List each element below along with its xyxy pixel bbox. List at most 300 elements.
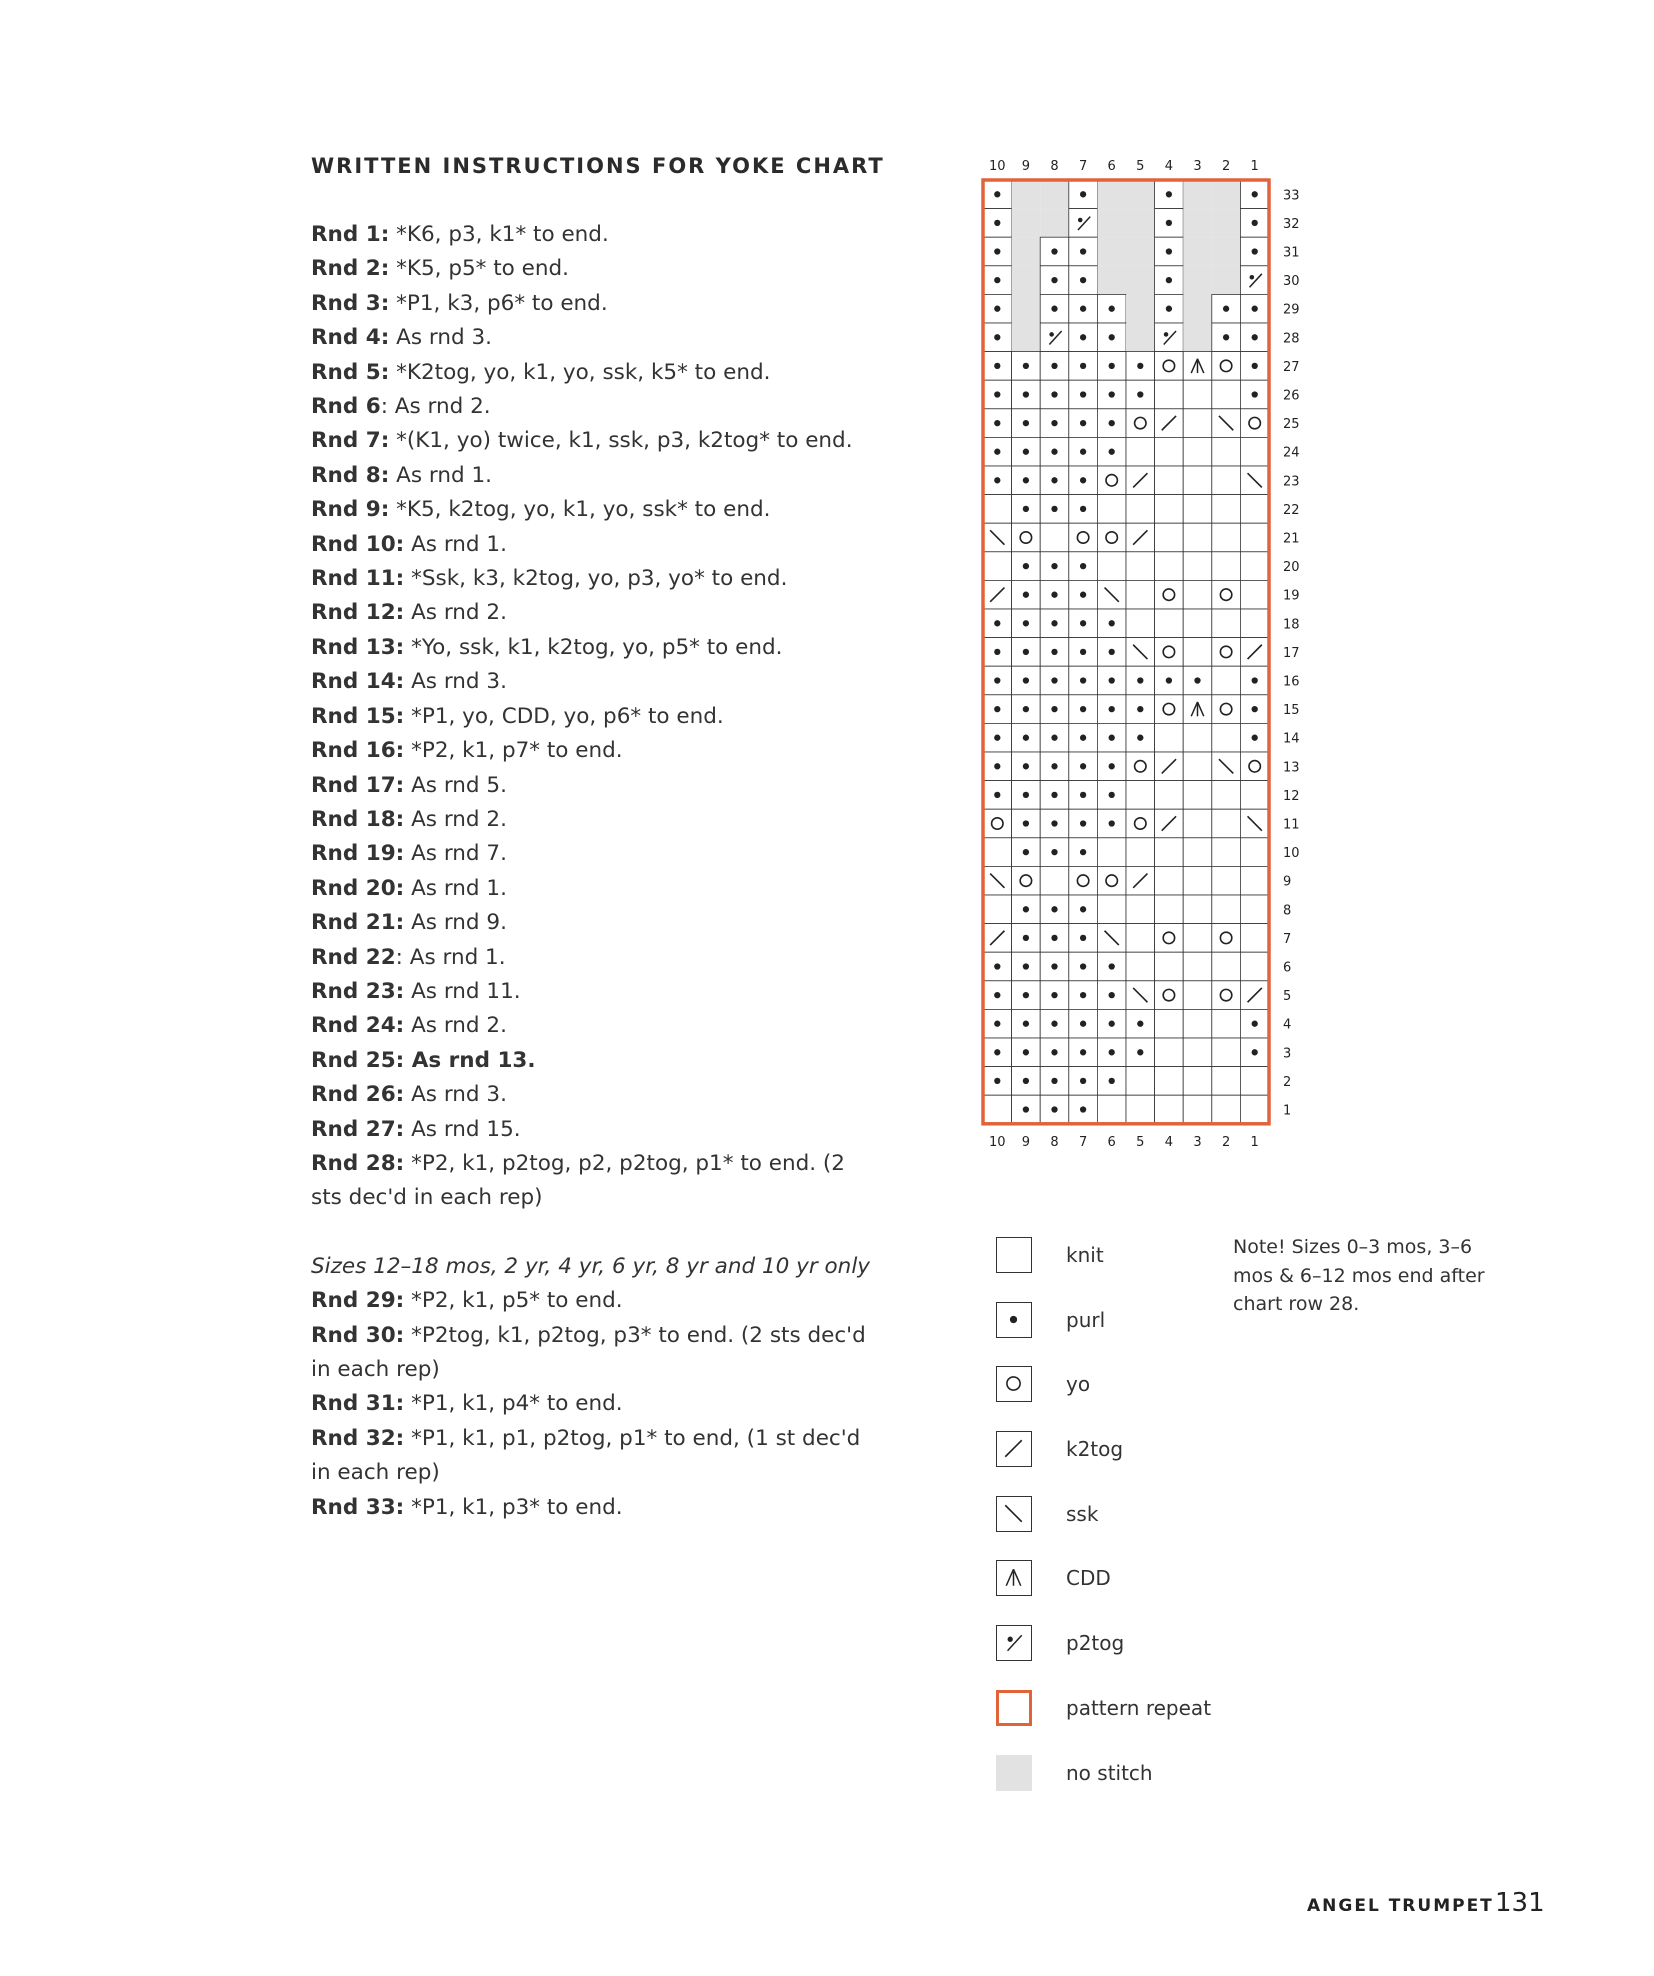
- stitch-cell: [1097, 838, 1126, 867]
- stitch-cell: [1212, 781, 1241, 810]
- purl-dot: [1051, 706, 1057, 712]
- chart-cell: [1097, 237, 1126, 266]
- purl-dot: [1080, 992, 1086, 998]
- purl-dot: [1023, 1049, 1029, 1055]
- chart-cell: [1155, 752, 1184, 781]
- purl-dot: [1051, 420, 1057, 426]
- chart-cell: [1069, 1009, 1098, 1038]
- chart-cell: [1069, 695, 1098, 724]
- chart-cell: [1155, 838, 1184, 867]
- round-label: Rnd 12:: [311, 600, 405, 626]
- round-instruction: [311, 459, 881, 493]
- chart-cell: [1240, 437, 1269, 466]
- yoke-chart-svg: [975, 148, 1305, 1148]
- chart-cell: [983, 552, 1012, 581]
- column-label: 1: [1250, 1134, 1259, 1148]
- round-instruction: [311, 1422, 881, 1491]
- chart-cell: [1212, 580, 1241, 609]
- chart-cell: [1155, 523, 1184, 552]
- purl-dot: [1023, 649, 1029, 655]
- no-stitch-cell: [1097, 209, 1126, 238]
- chart-cell: [1040, 523, 1069, 552]
- row-label: 26: [1283, 388, 1300, 404]
- round-label: Rnd 6: [311, 394, 381, 420]
- chart-cell: [1069, 209, 1098, 238]
- stitch-cell: [1126, 781, 1155, 810]
- chart-cell: [1012, 466, 1041, 495]
- purl-dot: [1023, 992, 1029, 998]
- chart-cell: [1183, 666, 1212, 695]
- chart-cell: [1183, 466, 1212, 495]
- chart-cell: [1097, 437, 1126, 466]
- column-label: 5: [1136, 1134, 1145, 1148]
- chart-cell: [1040, 838, 1069, 867]
- chart-cell: [983, 866, 1012, 895]
- stitch-cell: [1155, 352, 1184, 381]
- chart-cell: [1097, 466, 1126, 495]
- purl-dot: [1194, 677, 1200, 683]
- chart-cell: [1069, 437, 1098, 466]
- stitch-cell: [1126, 609, 1155, 638]
- chart-cell: [1155, 952, 1184, 981]
- column-label: 1: [1250, 159, 1259, 174]
- stitch-cell: [1183, 466, 1212, 495]
- round-text: As rnd 11.: [404, 978, 521, 1004]
- purl-dot: [1051, 306, 1057, 312]
- purl-dot: [1023, 477, 1029, 483]
- chart-cell: [983, 952, 1012, 981]
- chart-cell: [1097, 580, 1126, 609]
- round-text: *P1, k1, p1, p2tog, p1* to end, (1 st dec'd in each rep): [311, 1425, 861, 1486]
- round-text: *Ssk, k3, k2tog, yo, p3, yo* to end.: [404, 566, 788, 592]
- row-label: 15: [1283, 703, 1300, 719]
- chart-cell: [1097, 352, 1126, 381]
- chart-cell: [1126, 266, 1155, 295]
- chart-cell: [1212, 695, 1241, 724]
- round-instruction: [311, 1147, 881, 1216]
- round-label: Rnd 24:: [311, 1013, 405, 1039]
- chart-cell: [1040, 409, 1069, 438]
- purl-dot: [994, 763, 1000, 769]
- stitch-cell: [1240, 866, 1269, 895]
- round-instruction: [311, 528, 881, 562]
- round-label: Rnd 30:: [311, 1322, 405, 1348]
- stitch-cell: [1183, 838, 1212, 867]
- row-label: 28: [1283, 331, 1300, 347]
- row-labels: [1283, 188, 1300, 1118]
- no-stitch-cell: [1126, 266, 1155, 295]
- row-label: 3: [1283, 1046, 1292, 1062]
- chart-cell: [983, 209, 1012, 238]
- no-stitch-cell: [1212, 237, 1241, 266]
- purl-dot: [1252, 1021, 1258, 1027]
- column-label: 7: [1078, 159, 1088, 174]
- purl-dot: [1080, 1078, 1086, 1084]
- chart-cell: [1183, 1038, 1212, 1067]
- chart-cell: [1240, 895, 1269, 924]
- chart-cell: [1097, 1038, 1126, 1067]
- purl-dot: [994, 1021, 1000, 1027]
- legend-label: k2tog: [1066, 1437, 1124, 1462]
- legend-label: p2tog: [1066, 1631, 1125, 1656]
- purl-dot: [1109, 334, 1115, 340]
- chart-cell: [1183, 866, 1212, 895]
- purl-dot: [994, 963, 1000, 969]
- no-stitch-cell: [1126, 209, 1155, 238]
- stitch-cell: [1240, 952, 1269, 981]
- purl-dot: [1137, 706, 1143, 712]
- chart-cell: [1126, 209, 1155, 238]
- chart-cell: [983, 1038, 1012, 1067]
- chart-cell: [1155, 266, 1184, 295]
- chart-cell: [1012, 924, 1041, 953]
- stitch-cell: [1240, 609, 1269, 638]
- legend-label: pattern repeat: [1066, 1695, 1212, 1720]
- chart-cell: [1183, 895, 1212, 924]
- row-label: 31: [1283, 245, 1300, 261]
- chart-cell: [1212, 180, 1241, 209]
- round-text: As rnd 2.: [404, 600, 507, 626]
- chart-cell: [1240, 209, 1269, 238]
- chart-cell: [1069, 666, 1098, 695]
- no-stitch-cell: [1183, 294, 1212, 323]
- no-stitch-cell: [1012, 266, 1041, 295]
- chart-cell: [1155, 895, 1184, 924]
- chart-cell: [983, 380, 1012, 409]
- legend-symbol-icon: [997, 1367, 1030, 1400]
- round-label: Rnd 3:: [311, 290, 390, 316]
- chart-cell: [1240, 781, 1269, 810]
- round-instruction: [311, 1044, 881, 1078]
- chart-cell: [1097, 609, 1126, 638]
- purl-dot: [1051, 363, 1057, 369]
- legend-label: ssk: [1066, 1501, 1099, 1526]
- round-label: Rnd 4:: [311, 325, 390, 351]
- purl-dot: [1023, 735, 1029, 741]
- no-stitch-cell: [1097, 266, 1126, 295]
- legend-symbol-icon: [997, 1432, 1030, 1465]
- purl-dot: [1109, 1049, 1115, 1055]
- stitch-cell: [1155, 1038, 1184, 1067]
- column-label: 4: [1164, 1134, 1174, 1148]
- stitch-cell: [1155, 523, 1184, 552]
- stitch-cell: [1097, 552, 1126, 581]
- purl-dot: [1023, 506, 1029, 512]
- round-instruction: [311, 700, 881, 734]
- purl-dot: [1109, 963, 1115, 969]
- chart-cell: [1040, 180, 1069, 209]
- chart-cell: [983, 409, 1012, 438]
- chart-cell: [1240, 237, 1269, 266]
- round-instruction: [311, 941, 881, 975]
- stitch-cell: [983, 1095, 1012, 1124]
- no-stitch-cell: [1212, 209, 1241, 238]
- chart-cell: [1155, 1067, 1184, 1096]
- chart-cell: [1126, 638, 1155, 667]
- round-text: *K6, p3, k1* to end.: [389, 222, 609, 247]
- round-text: : As rnd 2.: [380, 394, 491, 420]
- purl-dot: [1023, 763, 1029, 769]
- no-stitch-cell: [1183, 237, 1212, 266]
- purl-dot: [1109, 1078, 1115, 1084]
- round-text: *K2tog, yo, k1, yo, ssk, k5* to end.: [389, 359, 771, 385]
- chart-cell: [1069, 952, 1098, 981]
- row-label: 7: [1283, 931, 1292, 947]
- stitch-cell: [1212, 580, 1241, 609]
- purl-dot: [1051, 963, 1057, 969]
- stitch-cell: [1212, 895, 1241, 924]
- purl-dot: [1023, 420, 1029, 426]
- chart-cell: [1183, 838, 1212, 867]
- stitch-cell: [1126, 495, 1155, 524]
- chart-cell: [1012, 952, 1041, 981]
- chart-cell: [1069, 638, 1098, 667]
- stitch-cell: [1183, 437, 1212, 466]
- purl-dot: [1080, 563, 1086, 569]
- purl-dot: [1109, 677, 1115, 683]
- round-label: Rnd 5:: [311, 359, 390, 385]
- k2tog-mark: [1005, 1440, 1022, 1457]
- stitch-cell: [1212, 838, 1241, 867]
- chart-cell: [1126, 552, 1155, 581]
- yo-circle: [1007, 1377, 1020, 1390]
- chart-cell: [1012, 237, 1041, 266]
- round-instruction: [311, 1009, 881, 1043]
- chart-cell: [1040, 352, 1069, 381]
- chart-cell: [1212, 352, 1241, 381]
- size-note: Note! Sizes 0–3 mos, 3–6 mos & 6–12 mos end after chart row 28.: [1233, 1236, 1485, 1315]
- purl-dot: [1080, 677, 1086, 683]
- legend-symbol-icon: [997, 1497, 1030, 1530]
- column-label: 9: [1021, 159, 1031, 174]
- purl-dot: [1080, 906, 1086, 912]
- chart-cell: [1097, 838, 1126, 867]
- round-instruction: [311, 218, 881, 252]
- stitch-cell: [1097, 1095, 1126, 1124]
- chart-cell: [1183, 695, 1212, 724]
- ssk-mark: [1005, 1505, 1022, 1522]
- purl-dot: [1109, 306, 1115, 312]
- purl-dot: [1023, 849, 1029, 855]
- legend-swatch: [996, 1237, 1032, 1273]
- column-label: 10: [989, 159, 1006, 174]
- stitch-cell: [1126, 752, 1155, 781]
- round-label: Rnd 7:: [311, 428, 390, 454]
- round-label: Rnd 26:: [311, 1082, 405, 1108]
- no-stitch-cell: [1212, 180, 1241, 209]
- chart-cell: [1040, 323, 1069, 352]
- purl-dot: [1051, 620, 1057, 626]
- purl-dot: [994, 620, 1000, 626]
- chart-cell: [1040, 609, 1069, 638]
- column-label: 10: [989, 1134, 1006, 1148]
- chart-cell: [1155, 380, 1184, 409]
- chart-cell: [1040, 1038, 1069, 1067]
- chart-cell: [1126, 895, 1155, 924]
- stitch-cell: [1155, 437, 1184, 466]
- purl-dot: [1080, 363, 1086, 369]
- chart-cell: [1012, 723, 1041, 752]
- purl-dot: [1080, 935, 1086, 941]
- chart-cell: [1212, 523, 1241, 552]
- chart-cell: [1183, 1009, 1212, 1038]
- chart-cell: [1126, 1067, 1155, 1096]
- chart-cell: [1183, 809, 1212, 838]
- stitch-cell: [1126, 437, 1155, 466]
- purl-dot: [1109, 820, 1115, 826]
- round-instruction: [311, 906, 881, 940]
- purl-dot: [994, 735, 1000, 741]
- chart-cell: [1069, 924, 1098, 953]
- row-label: 32: [1283, 216, 1300, 232]
- no-stitch-cell: [1183, 323, 1212, 352]
- stitch-cell: [1212, 1009, 1241, 1038]
- stitch-cell: [1212, 1038, 1241, 1067]
- stitch-cell: [1126, 1095, 1155, 1124]
- row-label: 25: [1283, 417, 1300, 433]
- chart-cell: [983, 323, 1012, 352]
- chart-cell: [1012, 380, 1041, 409]
- round-text: *K5, p5* to end.: [389, 256, 569, 282]
- chart-cell: [983, 638, 1012, 667]
- no-stitch-cell: [1040, 209, 1069, 238]
- chart-cell: [1212, 323, 1241, 352]
- purl-dot: [1023, 563, 1029, 569]
- chart-cell: [1126, 666, 1155, 695]
- purl-dot: [1023, 391, 1029, 397]
- round-instruction: [311, 1078, 881, 1112]
- purl-dot: [1080, 449, 1086, 455]
- purl-dot: [1023, 963, 1029, 969]
- round-instruction: [311, 1319, 881, 1388]
- chart-cell: [1040, 638, 1069, 667]
- chart-cell: [1240, 323, 1269, 352]
- chart-cell: [983, 523, 1012, 552]
- chart-cell: [1126, 695, 1155, 724]
- round-text: *P2, k1, p5* to end.: [404, 1288, 623, 1314]
- round-text: *P1, k1, p4* to end.: [404, 1391, 623, 1417]
- chart-cell: [1097, 523, 1126, 552]
- stitch-cell: [1240, 1095, 1269, 1124]
- purl-dot: [994, 649, 1000, 655]
- stitch-cell: [983, 495, 1012, 524]
- stitch-cell: [1183, 638, 1212, 667]
- no-stitch-cell: [1126, 237, 1155, 266]
- round-instruction: [311, 734, 881, 768]
- no-stitch-cell: [1012, 237, 1041, 266]
- chart-cell: [1097, 723, 1126, 752]
- chart-cell: [1012, 752, 1041, 781]
- purl-dot: [1080, 420, 1086, 426]
- round-text: As rnd 15.: [404, 1116, 521, 1142]
- purl-dot: [1109, 992, 1115, 998]
- round-instruction: [311, 803, 881, 837]
- chart-cell: [983, 752, 1012, 781]
- stitch-cell: [1183, 380, 1212, 409]
- column-label: 2: [1221, 159, 1231, 174]
- chart-cell: [1155, 1038, 1184, 1067]
- chart-cell: [1183, 981, 1212, 1010]
- chart-cell: [1069, 552, 1098, 581]
- chart-cell: [1097, 809, 1126, 838]
- purl-dot: [1023, 906, 1029, 912]
- no-stitch-cell: [1183, 266, 1212, 295]
- chart-cell: [1012, 352, 1041, 381]
- round-label: Rnd 31:: [311, 1391, 405, 1417]
- chart-cell: [1126, 323, 1155, 352]
- stitch-cell: [1155, 895, 1184, 924]
- round-label: Rnd 14:: [311, 669, 405, 695]
- stitch-cell: [1212, 380, 1241, 409]
- stitch-cell: [1126, 809, 1155, 838]
- stitch-cell: [1012, 523, 1041, 552]
- chart-cell: [1155, 1009, 1184, 1038]
- chart-cell: [1183, 352, 1212, 381]
- chart-cell: [1240, 924, 1269, 953]
- purl-dot: [1051, 1049, 1057, 1055]
- chart-cell: [1183, 1067, 1212, 1096]
- chart-cell: [1155, 209, 1184, 238]
- chart-cell: [1040, 266, 1069, 295]
- stitch-cell: [1126, 895, 1155, 924]
- column-label: 6: [1107, 1134, 1116, 1148]
- stitch-cell: [1183, 952, 1212, 981]
- legend-symbol-icon: [997, 1561, 1030, 1594]
- chart-cell: [1183, 266, 1212, 295]
- stitch-cell: [1240, 409, 1269, 438]
- chart-cell: [983, 666, 1012, 695]
- purl-dot: [1023, 1106, 1029, 1112]
- chart-cell: [1155, 437, 1184, 466]
- chart-cell: [1097, 666, 1126, 695]
- chart-cell: [1155, 180, 1184, 209]
- purl-dot: [1080, 248, 1086, 254]
- round-instruction: [311, 424, 881, 458]
- stitch-cell: [1212, 952, 1241, 981]
- purl-dot: [1137, 363, 1143, 369]
- purl-dot: [1080, 477, 1086, 483]
- chart-cell: [983, 495, 1012, 524]
- stitch-cell: [1183, 924, 1212, 953]
- row-label: 18: [1283, 617, 1300, 633]
- chart-cell: [1240, 838, 1269, 867]
- chart-cell: [1012, 895, 1041, 924]
- chart-cell: [1183, 752, 1212, 781]
- legend-symbol-icon: [997, 1303, 1030, 1336]
- chart-cell: [1183, 323, 1212, 352]
- chart-cell: [1240, 380, 1269, 409]
- purl-dot: [1080, 963, 1086, 969]
- chart-cell: [1012, 409, 1041, 438]
- chart-cell: [983, 809, 1012, 838]
- stitch-cell: [1126, 952, 1155, 981]
- chart-cell: [1069, 495, 1098, 524]
- round-label: Rnd 27:: [311, 1116, 405, 1142]
- chart-cell: [1012, 209, 1041, 238]
- chart-cell: [983, 466, 1012, 495]
- no-stitch-cell: [1126, 180, 1155, 209]
- chart-cell: [1155, 237, 1184, 266]
- purl-dot: [1080, 763, 1086, 769]
- round-text: As rnd 1.: [389, 462, 492, 488]
- chart-cell: [1212, 638, 1241, 667]
- footer-title: ANGEL TRUMPET: [1307, 1896, 1494, 1916]
- chart-cell: [1012, 695, 1041, 724]
- stitch-cell: [1183, 1009, 1212, 1038]
- stitch-cell: [1155, 1067, 1184, 1096]
- page-number: 131: [1495, 1888, 1545, 1918]
- chart-cell: [1040, 752, 1069, 781]
